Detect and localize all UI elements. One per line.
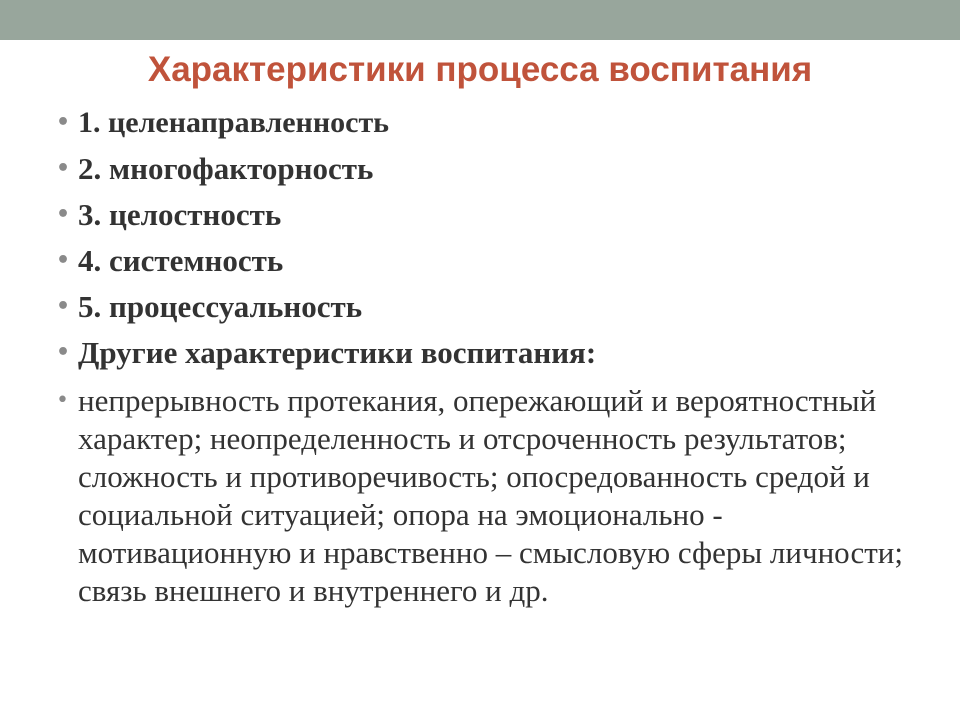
slide-title: Характеристики процесса воспитания <box>147 50 813 89</box>
list-item-text: 5. процессуальность <box>78 289 363 324</box>
list-item-heading <box>54 330 914 376</box>
list-item-text: 4. системность <box>78 243 284 278</box>
slide-content <box>54 100 914 610</box>
bullet-dot-icon: • <box>56 248 71 273</box>
list-item-text: 3. целостность <box>78 197 282 232</box>
list-item-text: непрерывность протекания, опережающий и вероятностный характер; неопределенность и отсроченность результатов; сложность и противоречивость; опосредованность средой и социальной ситуацией; опора на эмоционально - мотивационную и нравственно – смысловую сферы личности; связь внешнего и внутреннего и др. <box>78 383 903 608</box>
bullet-list <box>54 100 914 610</box>
list-item <box>54 284 914 330</box>
list-item <box>54 192 914 238</box>
list-item-text: 1. целенаправленность <box>78 106 390 139</box>
list-item <box>54 100 914 146</box>
bullet-dot-icon: • <box>56 388 69 413</box>
list-item <box>54 238 914 284</box>
list-item-text: 2. многофакторность <box>78 151 374 186</box>
top-accent-bar <box>0 0 960 40</box>
list-item <box>54 146 914 192</box>
list-item-paragraph <box>54 376 914 610</box>
bullet-dot-icon: • <box>56 110 71 135</box>
bullet-dot-icon: • <box>56 202 71 227</box>
bullet-dot-icon: • <box>56 340 71 365</box>
bullet-dot-icon: • <box>56 156 71 181</box>
list-item-text: Другие характеристики воспитания: <box>78 335 597 370</box>
bullet-dot-icon: • <box>56 294 71 319</box>
